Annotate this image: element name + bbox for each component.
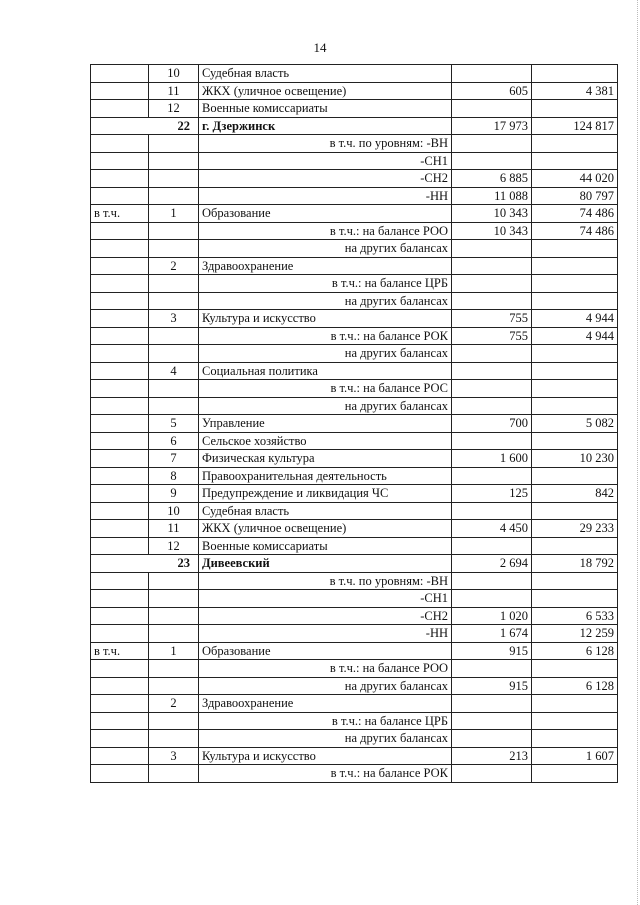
value-col-2 bbox=[532, 765, 618, 783]
value-col-1 bbox=[452, 275, 532, 293]
value-col-2 bbox=[532, 590, 618, 608]
row-number: 12 bbox=[149, 100, 199, 118]
row-prefix bbox=[91, 82, 149, 100]
value-col-1 bbox=[452, 397, 532, 415]
value-col-2: 74 486 bbox=[532, 222, 618, 240]
subtotal-row bbox=[91, 397, 618, 415]
row-prefix bbox=[91, 695, 149, 713]
row-number bbox=[149, 730, 199, 748]
row-name: Судебная власть bbox=[199, 502, 452, 520]
row-name: на других балансах bbox=[199, 397, 452, 415]
subtotal-row bbox=[91, 765, 618, 783]
row-prefix bbox=[91, 100, 149, 118]
row-prefix: в т.ч. bbox=[91, 205, 149, 223]
row-number bbox=[149, 765, 199, 783]
value-col-1: 1 020 bbox=[452, 607, 532, 625]
value-col-2: 10 230 bbox=[532, 450, 618, 468]
value-col-1 bbox=[452, 502, 532, 520]
row-number bbox=[149, 590, 199, 608]
table-row bbox=[91, 747, 618, 765]
value-col-1 bbox=[452, 467, 532, 485]
row-prefix bbox=[91, 222, 149, 240]
subtotal-row bbox=[91, 327, 618, 345]
row-prefix bbox=[91, 572, 149, 590]
subtotal-row bbox=[91, 152, 618, 170]
row-prefix bbox=[91, 485, 149, 503]
value-col-2 bbox=[532, 397, 618, 415]
row-name: -НН bbox=[199, 625, 452, 643]
value-col-2 bbox=[532, 362, 618, 380]
subtotal-row bbox=[91, 590, 618, 608]
row-number: 2 bbox=[149, 257, 199, 275]
table-row bbox=[91, 310, 618, 328]
row-name: Образование bbox=[199, 642, 452, 660]
row-prefix bbox=[91, 747, 149, 765]
row-prefix bbox=[91, 607, 149, 625]
value-col-2 bbox=[532, 257, 618, 275]
value-col-2 bbox=[532, 240, 618, 258]
value-col-2 bbox=[532, 100, 618, 118]
table-row bbox=[91, 362, 618, 380]
value-col-1 bbox=[452, 362, 532, 380]
value-col-1: 10 343 bbox=[452, 205, 532, 223]
value-col-1: 213 bbox=[452, 747, 532, 765]
value-col-1 bbox=[452, 345, 532, 363]
row-prefix bbox=[91, 135, 149, 153]
row-number bbox=[149, 380, 199, 398]
row-prefix bbox=[91, 765, 149, 783]
row-name: -СН2 bbox=[199, 607, 452, 625]
row-prefix bbox=[91, 502, 149, 520]
row-name: на других балансах bbox=[199, 677, 452, 695]
row-name: в т.ч.: на балансе РОО bbox=[199, 660, 452, 678]
row-prefix bbox=[91, 660, 149, 678]
row-prefix bbox=[91, 467, 149, 485]
value-col-2 bbox=[532, 502, 618, 520]
value-col-1: 125 bbox=[452, 485, 532, 503]
value-col-1: 10 343 bbox=[452, 222, 532, 240]
row-name: Образование bbox=[199, 205, 452, 223]
value-col-2 bbox=[532, 572, 618, 590]
row-prefix bbox=[91, 397, 149, 415]
district-code: 22 bbox=[91, 117, 199, 135]
subtotal-row bbox=[91, 170, 618, 188]
subtotal-row bbox=[91, 275, 618, 293]
value-col-2: 4 944 bbox=[532, 327, 618, 345]
row-number bbox=[149, 660, 199, 678]
row-prefix bbox=[91, 240, 149, 258]
value-col-1: 915 bbox=[452, 642, 532, 660]
row-prefix bbox=[91, 537, 149, 555]
row-name: на других балансах bbox=[199, 240, 452, 258]
value-col-1: 17 973 bbox=[452, 117, 532, 135]
scan-edge-line bbox=[637, 0, 638, 905]
row-number bbox=[149, 712, 199, 730]
value-col-2 bbox=[532, 712, 618, 730]
value-col-2: 6 128 bbox=[532, 677, 618, 695]
row-prefix bbox=[91, 712, 149, 730]
row-name: ЖКХ (уличное освещение) bbox=[199, 520, 452, 538]
value-col-2 bbox=[532, 660, 618, 678]
table-row bbox=[91, 82, 618, 100]
row-prefix bbox=[91, 520, 149, 538]
value-col-1: 605 bbox=[452, 82, 532, 100]
row-prefix: в т.ч. bbox=[91, 642, 149, 660]
row-prefix bbox=[91, 187, 149, 205]
row-name: в т.ч.: на балансе РОК bbox=[199, 327, 452, 345]
row-number bbox=[149, 345, 199, 363]
row-name: на других балансах bbox=[199, 345, 452, 363]
row-number: 8 bbox=[149, 467, 199, 485]
value-col-1 bbox=[452, 100, 532, 118]
value-col-1: 6 885 bbox=[452, 170, 532, 188]
table-row bbox=[91, 485, 618, 503]
district-row bbox=[91, 117, 618, 135]
row-number bbox=[149, 275, 199, 293]
row-name: в т.ч.: на балансе РОК bbox=[199, 765, 452, 783]
value-col-2: 44 020 bbox=[532, 170, 618, 188]
row-number: 4 bbox=[149, 362, 199, 380]
row-number bbox=[149, 607, 199, 625]
subtotal-row bbox=[91, 345, 618, 363]
row-name: Судебная власть bbox=[199, 65, 452, 83]
row-prefix bbox=[91, 170, 149, 188]
value-col-1 bbox=[452, 135, 532, 153]
row-prefix bbox=[91, 450, 149, 468]
table-row bbox=[91, 695, 618, 713]
table-row bbox=[91, 520, 618, 538]
district-code: 23 bbox=[91, 555, 199, 573]
row-prefix bbox=[91, 275, 149, 293]
value-col-2 bbox=[532, 135, 618, 153]
row-number: 1 bbox=[149, 205, 199, 223]
row-name: в т.ч.: на балансе ЦРБ bbox=[199, 712, 452, 730]
page-number: 14 bbox=[313, 40, 327, 55]
row-prefix bbox=[91, 257, 149, 275]
row-name: Культура и искусство bbox=[199, 310, 452, 328]
subtotal-row bbox=[91, 240, 618, 258]
row-number: 6 bbox=[149, 432, 199, 450]
table-row bbox=[91, 432, 618, 450]
table-row bbox=[91, 65, 618, 83]
row-number: 3 bbox=[149, 310, 199, 328]
row-number bbox=[149, 135, 199, 153]
value-col-2 bbox=[532, 432, 618, 450]
row-prefix bbox=[91, 625, 149, 643]
row-prefix bbox=[91, 730, 149, 748]
row-name: -СН1 bbox=[199, 152, 452, 170]
value-col-1: 755 bbox=[452, 310, 532, 328]
value-col-2: 6 533 bbox=[532, 607, 618, 625]
row-number bbox=[149, 327, 199, 345]
value-col-1: 1 600 bbox=[452, 450, 532, 468]
value-col-1: 1 674 bbox=[452, 625, 532, 643]
subtotal-row bbox=[91, 572, 618, 590]
value-col-1 bbox=[452, 695, 532, 713]
row-number bbox=[149, 625, 199, 643]
value-col-2: 124 817 bbox=[532, 117, 618, 135]
row-number bbox=[149, 170, 199, 188]
subtotal-row bbox=[91, 660, 618, 678]
value-col-1: 915 bbox=[452, 677, 532, 695]
row-number bbox=[149, 222, 199, 240]
row-number: 11 bbox=[149, 82, 199, 100]
table-row bbox=[91, 537, 618, 555]
row-number bbox=[149, 677, 199, 695]
value-col-1 bbox=[452, 730, 532, 748]
value-col-2: 4 944 bbox=[532, 310, 618, 328]
value-col-1 bbox=[452, 292, 532, 310]
value-col-1 bbox=[452, 380, 532, 398]
value-col-2: 12 259 bbox=[532, 625, 618, 643]
subtotal-row bbox=[91, 730, 618, 748]
row-name: в т.ч. по уровням: -ВН bbox=[199, 135, 452, 153]
row-name: Дивеевский bbox=[199, 555, 452, 573]
row-number: 10 bbox=[149, 65, 199, 83]
row-prefix bbox=[91, 345, 149, 363]
subtotal-row bbox=[91, 607, 618, 625]
row-number: 1 bbox=[149, 642, 199, 660]
value-col-2: 80 797 bbox=[532, 187, 618, 205]
row-name: в т.ч.: на балансе РОО bbox=[199, 222, 452, 240]
value-col-2 bbox=[532, 345, 618, 363]
table-row bbox=[91, 415, 618, 433]
value-col-1 bbox=[452, 432, 532, 450]
table-row bbox=[91, 642, 618, 660]
table-row bbox=[91, 502, 618, 520]
row-name: Культура и искусство bbox=[199, 747, 452, 765]
row-name: -СН1 bbox=[199, 590, 452, 608]
row-prefix bbox=[91, 415, 149, 433]
row-number bbox=[149, 240, 199, 258]
value-col-1 bbox=[452, 660, 532, 678]
value-col-2: 18 792 bbox=[532, 555, 618, 573]
row-name: Военные комиссариаты bbox=[199, 537, 452, 555]
row-name: -НН bbox=[199, 187, 452, 205]
row-name: Социальная политика bbox=[199, 362, 452, 380]
row-number: 10 bbox=[149, 502, 199, 520]
value-col-1 bbox=[452, 152, 532, 170]
value-col-1: 4 450 bbox=[452, 520, 532, 538]
row-name: Предупреждение и ликвидация ЧС bbox=[199, 485, 452, 503]
row-prefix bbox=[91, 362, 149, 380]
subtotal-row bbox=[91, 292, 618, 310]
value-col-2: 4 381 bbox=[532, 82, 618, 100]
subtotal-row bbox=[91, 187, 618, 205]
row-number bbox=[149, 292, 199, 310]
row-name: Сельское хозяйство bbox=[199, 432, 452, 450]
value-col-1 bbox=[452, 240, 532, 258]
row-name: ЖКХ (уличное освещение) bbox=[199, 82, 452, 100]
row-name: Физическая культура bbox=[199, 450, 452, 468]
row-prefix bbox=[91, 380, 149, 398]
subtotal-row bbox=[91, 380, 618, 398]
district-row bbox=[91, 555, 618, 573]
row-prefix bbox=[91, 292, 149, 310]
value-col-1: 755 bbox=[452, 327, 532, 345]
value-col-2: 5 082 bbox=[532, 415, 618, 433]
row-number bbox=[149, 187, 199, 205]
table-body bbox=[91, 65, 618, 783]
row-name: Управление bbox=[199, 415, 452, 433]
value-col-2: 1 607 bbox=[532, 747, 618, 765]
row-name: Здравоохранение bbox=[199, 257, 452, 275]
row-prefix bbox=[91, 327, 149, 345]
row-number: 11 bbox=[149, 520, 199, 538]
row-name: на других балансах bbox=[199, 730, 452, 748]
subtotal-row bbox=[91, 135, 618, 153]
value-col-1 bbox=[452, 765, 532, 783]
row-number: 3 bbox=[149, 747, 199, 765]
value-col-1 bbox=[452, 712, 532, 730]
row-number: 2 bbox=[149, 695, 199, 713]
row-number: 12 bbox=[149, 537, 199, 555]
row-number bbox=[149, 397, 199, 415]
value-col-1: 700 bbox=[452, 415, 532, 433]
row-prefix bbox=[91, 65, 149, 83]
subtotal-row bbox=[91, 677, 618, 695]
value-col-2: 6 128 bbox=[532, 642, 618, 660]
value-col-1: 11 088 bbox=[452, 187, 532, 205]
table-row bbox=[91, 257, 618, 275]
subtotal-row bbox=[91, 712, 618, 730]
row-number bbox=[149, 572, 199, 590]
value-col-1 bbox=[452, 537, 532, 555]
row-prefix bbox=[91, 677, 149, 695]
row-number: 7 bbox=[149, 450, 199, 468]
value-col-1 bbox=[452, 572, 532, 590]
value-col-2 bbox=[532, 730, 618, 748]
row-name: в т.ч.: на балансе РОС bbox=[199, 380, 452, 398]
value-col-1: 2 694 bbox=[452, 555, 532, 573]
table-row bbox=[91, 467, 618, 485]
value-col-2: 74 486 bbox=[532, 205, 618, 223]
row-prefix bbox=[91, 310, 149, 328]
row-prefix bbox=[91, 152, 149, 170]
value-col-2: 29 233 bbox=[532, 520, 618, 538]
row-name: -СН2 bbox=[199, 170, 452, 188]
value-col-1 bbox=[452, 65, 532, 83]
subtotal-row bbox=[91, 625, 618, 643]
table-row bbox=[91, 450, 618, 468]
row-number bbox=[149, 152, 199, 170]
table-row bbox=[91, 205, 618, 223]
row-number: 5 bbox=[149, 415, 199, 433]
row-number: 9 bbox=[149, 485, 199, 503]
value-col-2 bbox=[532, 537, 618, 555]
value-col-2 bbox=[532, 380, 618, 398]
row-name: на других балансах bbox=[199, 292, 452, 310]
value-col-2 bbox=[532, 695, 618, 713]
subtotal-row bbox=[91, 222, 618, 240]
table-row bbox=[91, 100, 618, 118]
row-prefix bbox=[91, 432, 149, 450]
row-name: в т.ч.: на балансе ЦРБ bbox=[199, 275, 452, 293]
value-col-2: 842 bbox=[532, 485, 618, 503]
budget-table bbox=[90, 64, 618, 783]
value-col-2 bbox=[532, 275, 618, 293]
row-name: в т.ч. по уровням: -ВН bbox=[199, 572, 452, 590]
row-prefix bbox=[91, 590, 149, 608]
row-name: г. Дзержинск bbox=[199, 117, 452, 135]
row-name: Здравоохранение bbox=[199, 695, 452, 713]
value-col-2 bbox=[532, 65, 618, 83]
value-col-1 bbox=[452, 590, 532, 608]
row-name: Правоохранительная деятельность bbox=[199, 467, 452, 485]
value-col-2 bbox=[532, 152, 618, 170]
value-col-2 bbox=[532, 292, 618, 310]
row-name: Военные комиссариаты bbox=[199, 100, 452, 118]
value-col-2 bbox=[532, 467, 618, 485]
value-col-1 bbox=[452, 257, 532, 275]
